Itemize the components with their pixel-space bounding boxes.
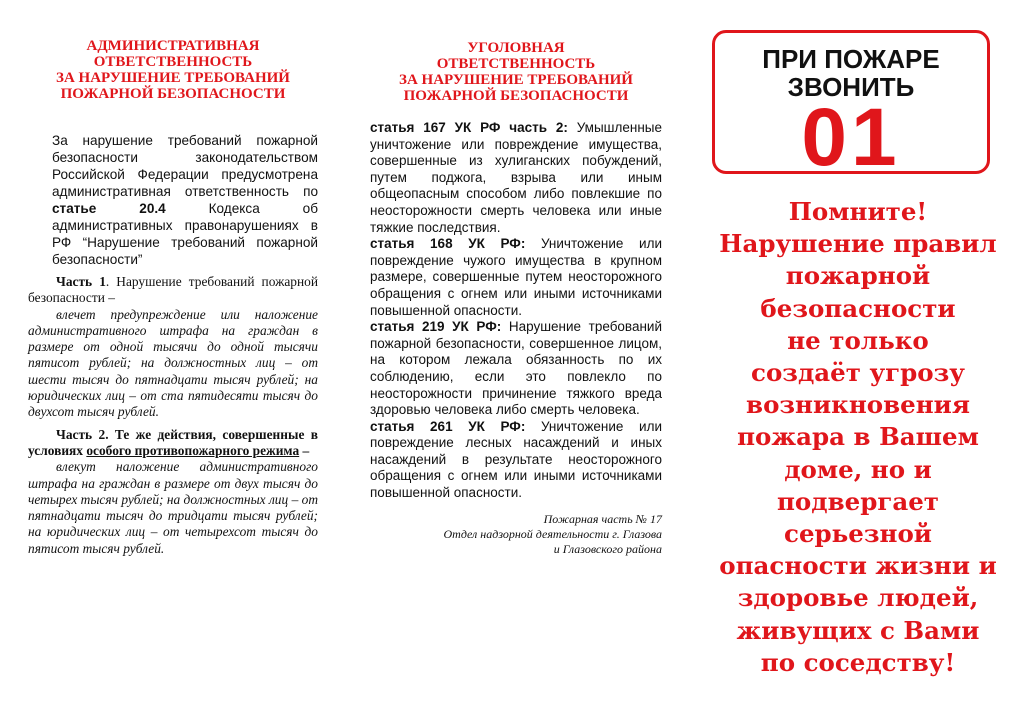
issuer-footer — [370, 512, 662, 557]
criminal-article — [370, 419, 662, 502]
criminal-heading-line: ПОЖАРНОЙ БЕЗОПАСНОСТИ — [403, 88, 629, 104]
admin-heading — [28, 38, 318, 102]
emergency-call-box — [712, 30, 990, 183]
part2-label: Часть 2. — [56, 426, 109, 442]
admin-heading-line: АДМИНИСТРАТИВНАЯ — [86, 38, 260, 54]
reminder-line: доме, но и — [784, 454, 932, 484]
criminal-articles — [370, 120, 662, 502]
part1-body: влечет предупреждение или наложение административного штрафа на граждан в размере от одной тысячи до одной тысячи пятисот рублей; на должностных лиц – от шести тысяч до пятнадцати тысяч рублей; на юридических лиц – от ста пятидесяти тысяч до двухсот тысяч рублей. — [28, 306, 318, 420]
admin-intro-text-end: Кодекса об административных правонарушениях в РФ “Нарушение требований пожарной безопасности” — [52, 201, 318, 267]
criminal-heading — [370, 40, 662, 104]
part1-title — [28, 274, 318, 307]
criminal-article — [370, 319, 662, 419]
article-text: Уничтожение или повреждение лесных насаждений и иных насаждений в результате неосторожного обращения с огнем или иными источниками повышенной опасности. — [370, 418, 662, 501]
article-text: Умышленные уничтожение или повреждение имущества, совершенные из хулиганских побуждений, путем поджога, взрыва или иным общеопасным способом либо повлекшие по неосторожности смерть человека или иные тяжкие последствия. — [370, 120, 663, 235]
reminder-line: пожара в Вашем — [737, 422, 979, 452]
part2-title — [28, 427, 318, 460]
admin-heading-line: ОТВЕТСТВЕННОСТЬ — [93, 54, 253, 70]
reminder-line: Нарушение правил — [719, 229, 997, 259]
criminal-article — [370, 120, 662, 236]
article-text: Нарушение требований пожарной безопасности, совершенное лицом, на котором лежала обязанность по их соблюдению, если это повлекло по неосторожности причинение тяжкого вреда здоровью человека либо смерть человека. — [370, 319, 662, 418]
reminder-line: подвергает — [776, 486, 939, 516]
reminder-line: Помните! — [788, 197, 928, 226]
article-title: статья 168 УК РФ: — [370, 236, 526, 252]
admin-article-ref: статье 20.4 — [52, 201, 166, 216]
reminder-line: пожарной — [785, 261, 931, 291]
admin-column — [28, 0, 318, 557]
criminal-column — [370, 0, 662, 557]
article-title: статья 167 УК РФ часть 2: — [370, 120, 568, 135]
reminder-line: опасности жизни и — [719, 551, 997, 581]
criminal-heading-line: УГОЛОВНАЯ — [467, 40, 565, 56]
reminder-line: создаёт угрозу — [751, 358, 965, 388]
reminder-line: серьезной — [784, 519, 932, 549]
article-title: статья 219 УК РФ: — [370, 319, 502, 335]
reminder-line: живущих с Вами — [736, 615, 980, 645]
reminder-line: возникновения — [746, 390, 970, 420]
criminal-heading-line: ЗА НАРУШЕНИЕ ТРЕБОВАНИЙ — [399, 72, 633, 88]
emergency-line2: ЗВОНИТЬ — [787, 72, 915, 102]
admin-intro-text: За нарушение требований пожарной безопасности законодательством Российской Федерации предусмотрена административная ответственность по — [52, 133, 318, 199]
admin-heading-line: ЗА НАРУШЕНИЕ ТРЕБОВАНИЙ — [56, 70, 290, 86]
reminder-text — [700, 196, 1016, 679]
criminal-article — [370, 236, 662, 319]
admin-intro — [52, 132, 318, 268]
reminder-line: по соседству! — [760, 647, 956, 677]
article-title: статья 261 УК РФ: — [370, 418, 526, 434]
part2-dash: – — [299, 442, 310, 458]
part2-special-regime: особого противопожарного режима — [86, 442, 300, 458]
reminder-line: безопасности — [760, 293, 956, 323]
criminal-heading-line: ОТВЕТСТВЕННОСТЬ — [436, 56, 596, 72]
part2-title-text: Те же действия, совершенные в условиях — [28, 426, 318, 458]
emergency-line1: ПРИ ПОЖАРЕ — [762, 44, 940, 74]
part1-label: Часть 1 — [56, 274, 106, 289]
reminder-line: не только — [787, 325, 929, 355]
admin-heading-line: ПОЖАРНОЙ БЕЗОПАСНОСТИ — [60, 86, 286, 102]
reminder-line: здоровье людей, — [737, 583, 979, 613]
footer-line: и Глазовского района — [553, 541, 662, 556]
footer-line: Пожарная часть № 17 — [543, 511, 662, 526]
part1-title-text: . Нарушение требований пожарной безопасности – — [28, 274, 318, 306]
emergency-number: 01 — [801, 92, 901, 183]
footer-line: Отдел надзорной деятельности г. Глазова — [443, 526, 662, 541]
article-text: Уничтожение или повреждение чужого имущества в крупном размере, совершенные путем неосторожного обращения с огнем или иными источниками повышенной опасности. — [370, 236, 662, 318]
part2-body: влекут наложение административного штрафа на граждан в размере от двух тысяч до четырех тысяч рублей; на должностных лиц – от пятнадцати тысяч до тридцати тысяч рублей; на юридических лиц – от четырехсот тысяч до пятисот тысяч рублей. — [28, 459, 318, 556]
